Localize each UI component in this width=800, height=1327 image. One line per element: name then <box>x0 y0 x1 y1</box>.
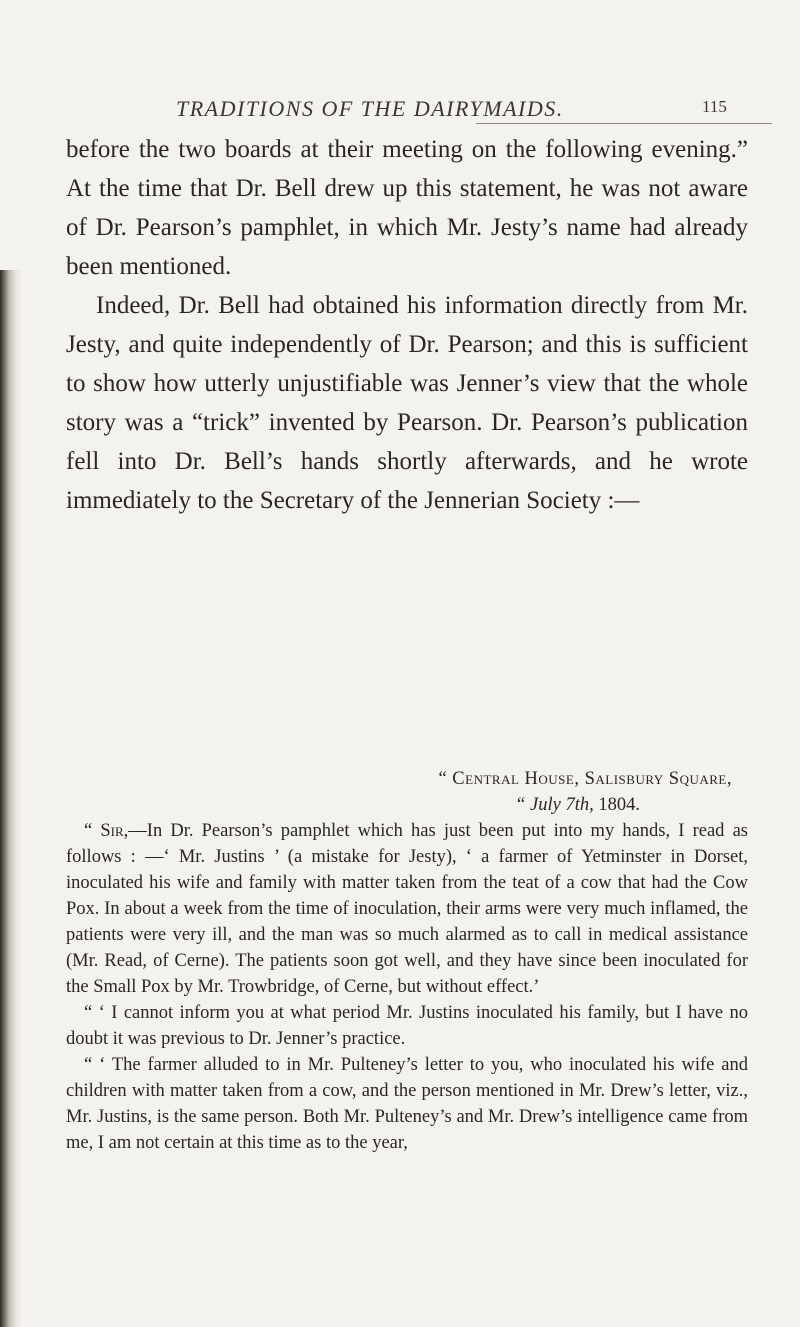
letter-salutation: “ Sir, <box>84 821 129 841</box>
letter-paragraph-text: —In Dr. Pearson’s pamphlet which has just been put into my hands, I read as follows : —‘ Mr. Justins ’ (a mistake for Jesty), ‘ a farmer of Yetminster in Dorset, inoculated his wife and family with matter taken from the teat of a cow that had the Cow Pox. In about a week from the time of inoculation, their arms were very much inflamed, the patients were very ill, and the man was so much alarmed as to call in medical assistance (Mr. Read, of Cerne). The patients soon got well, and they have since been inoculated for the Small Pox by Mr. Trowbridge, of Cerne, but without effect.’ <box>66 821 749 997</box>
body-paragraph: before the two boards at their meeting on the following evening.” At the time that Dr. Bell drew up this statement, he was not aware of Dr. Pearson’s pamphlet, in which Mr. Jesty’s name had already been mentioned. <box>66 136 748 280</box>
letter-date-month: “ July 7th, <box>515 795 594 815</box>
body-paragraph: Indeed, Dr. Bell had obtained his information directly from Mr. Jesty, and quite independently of Dr. Pearson; and this is sufficient to show how utterly unjustifiable was Jenner’s view that the whole story was a “trick” invented by Pearson. Dr. Pearson’s publication fell into Dr. Bell’s hands shortly afterwards, and he wrote immediately to the Secretary of the Jennerian Society :— <box>66 292 748 514</box>
binding-gutter-shadow <box>0 270 22 1327</box>
letter-date <box>66 792 748 818</box>
running-head <box>176 96 564 122</box>
letter-date-year: 1804. <box>593 795 640 815</box>
letter-paragraph <box>66 818 748 1000</box>
letter-paragraph: “ ‘ The farmer alluded to in Mr. Pulteney’s letter to you, who inoculated his wife and children with matter taken from a cow, and the person mentioned in Mr. Drew’s letter, viz., Mr. Justins, is the same person. Both Mr. Pulteney’s and Mr. Drew’s intelligence came from me, I am not certain at this time as to the year, <box>66 1055 748 1153</box>
letter-address-text: “ Central House, Salisbury Square, <box>438 769 732 789</box>
page-number: 115 <box>702 97 727 116</box>
letter-address <box>66 766 748 792</box>
letter-paragraph: “ ‘ I cannot inform you at what period Mr. Justins inoculated his family, but I have no doubt it was previous to Dr. Jenner’s practice. <box>66 1003 748 1049</box>
body-text <box>66 130 748 520</box>
running-head-rule <box>476 123 772 124</box>
quoted-letter <box>66 766 748 1156</box>
running-head-title: TRADITIONS OF THE DAIRYMAIDS. <box>176 96 564 121</box>
